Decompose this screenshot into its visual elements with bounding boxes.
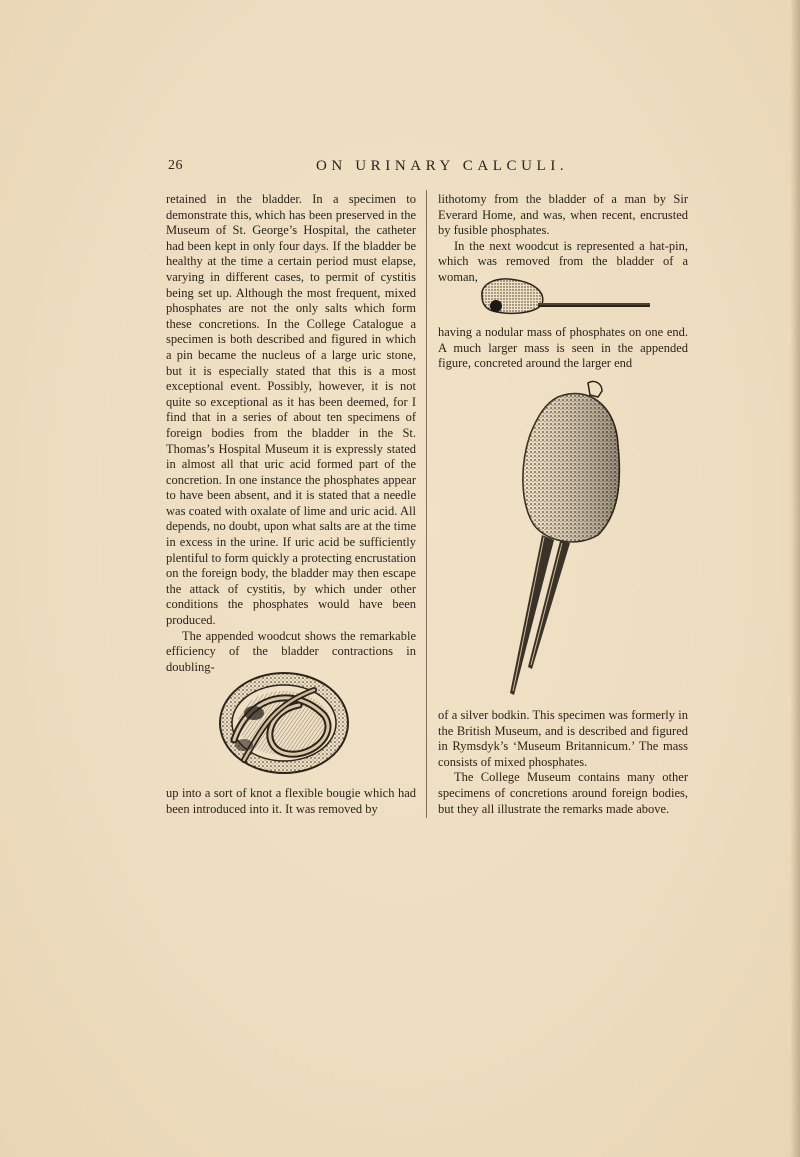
right-paragraph-4: of a silver bodkin. This specimen was formerly in the British Museum, and is described and figured in Rymsdyk’s ‘Museum Britannicum.’ The mass consists of mixed phosphates.	[438, 708, 688, 769]
page-number: 26	[168, 158, 183, 173]
right-paragraph-1: lithotomy from the bladder of a man by Sir Everard Home, and was, when recent, encrusted by fusible phosphates.	[438, 192, 688, 238]
hat-pin-figure	[476, 274, 656, 318]
right-paragraph-3: having a nodular mass of phosphates on one end. A much larger mass is seen in the appended figure, concreted around the larger end	[438, 325, 688, 371]
column-divider	[426, 190, 427, 818]
left-column-lower	[166, 786, 416, 817]
left-paragraph-2: The appended woodcut shows the remarkable efficiency of the bladder contractions in doubling-	[166, 628, 416, 674]
page-edge-shadow	[790, 0, 800, 1157]
running-title: ON URINARY CALCULI.	[316, 158, 569, 174]
left-paragraph-3: up into a sort of knot a flexible bougie which had been introduced into it. It was removed by	[166, 786, 416, 816]
right-paragraph-2: In the next woodcut is represented a hat-pin, which was removed from the bladder of a woman,	[438, 238, 688, 284]
right-column-upper	[438, 192, 688, 286]
left-paragraph-1: retained in the bladder. In a specimen to demonstrate this, which has been preserved in the Museum of St. George’s Hospital, the catheter had been kept in only four days. If the bladder be healthy at the time a certain period must elapse, varying in different cases, to permit of cystitis being set up. Although the most frequent, mixed phosphates are not the only salts which form these concretions. In the College Catalogue a specimen is both described and figured in which a pin became the nucleus of a large uric stone, but it is especially stated that this is a most exceptional event. Possibly, however, it is not quite so exceptional as it has been deemed, for I find that in a series of about ten specimens of foreign bodies from the bladder in the St. Thomas’s Hospital Museum it is expressly stated in almost all that uric acid formed part of the concretion. In one instance the phosphates appear to have been absent, and it is stated that a needle was coated with oxalate of lime and uric acid. All depends, no doubt, upon what salts are at the time in excess in the urine. If uric acid be sufficiently plentiful to form quickly a protecting encrustation on the foreign body, the bladder may then escape the attack of cystitis, by which under other conditions the phosphates would have been produced.	[166, 192, 416, 628]
right-column-lower	[438, 708, 688, 817]
right-column-middle	[438, 325, 688, 372]
silver-bodkin-figure	[498, 375, 628, 703]
right-paragraph-5: The College Museum contains many other specimens of concretions around foreign bodies, but they all illustrate the remarks made above.	[438, 770, 688, 816]
left-column-upper	[166, 192, 416, 675]
knotted-bougie-figure	[214, 665, 354, 780]
